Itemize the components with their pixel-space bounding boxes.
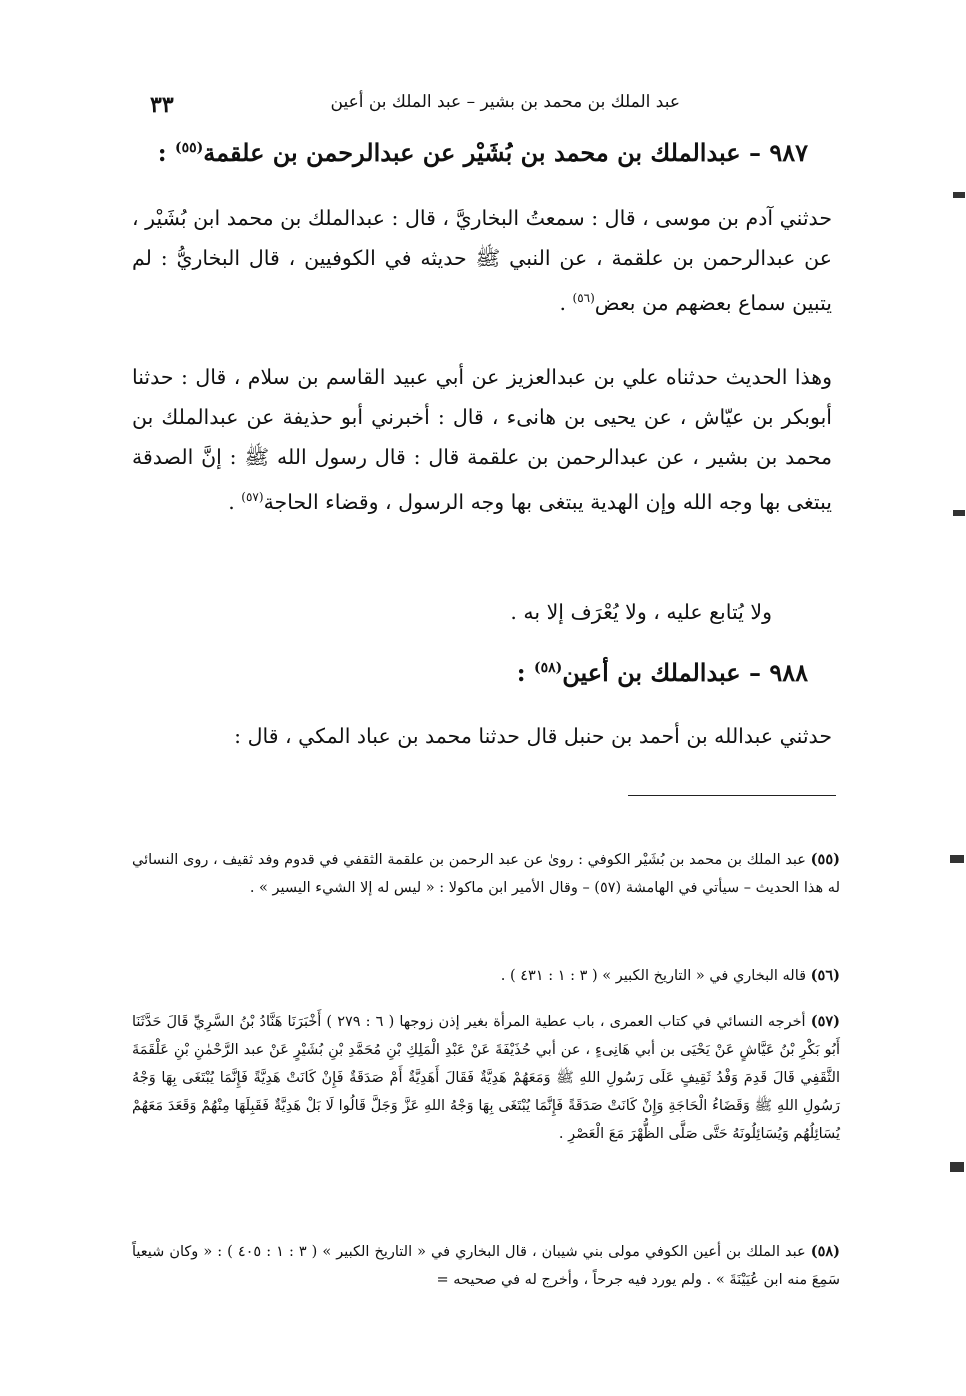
entry-dash: – xyxy=(748,658,761,687)
footnote-57 xyxy=(132,1008,840,1148)
entry-colon: : xyxy=(157,138,167,167)
entry-heading-987 xyxy=(158,138,808,167)
footnote-separator xyxy=(628,795,836,796)
paragraph-text: وهذا الحديث حدثناه علي بن عبدالعزيز عن أبي عبيد القاسم بن سلام ، قال : حدثنا أبوبكر بن عيّاش ، عن يحيى بن هانىء ، قال : أخبرني أبو حذيفة عن عبدالملك بن محمد بن بشير ، عن عبدالرحمن بن علقمة قال : قال رسول الله ﷺ : إنَّ الصدقة يبتغى بها وجه الله وإن الهدية يبتغى بها وجه الرسول ، وقضاء الحاجة xyxy=(132,365,832,514)
entry-dash: – xyxy=(748,138,761,167)
footnote-number: (٥٦) xyxy=(810,967,840,984)
footnote-text: عبد الملك بن محمد بن بُشَيْر الكوفي : روىٰ عن عبد الرحمن بن علقمة الثقفي في قدوم وفد ثقيف ، روى النسائي له هذا الحديث – سيأتي في الهامشة (٥٧) – وقال الأمير ابن ماكولا : « ليس له إلا الشيء اليسير » . xyxy=(132,852,840,896)
entry-name: عبدالملك بن محمد بن بُشَيْر عن عبدالرحمن بن علقمة xyxy=(203,138,741,167)
paragraph-end: . xyxy=(228,489,242,514)
footnote-55 xyxy=(132,846,840,902)
page-number: ٣٣ xyxy=(150,92,174,118)
scan-edge-mark xyxy=(953,510,965,516)
footnote-58 xyxy=(132,1238,840,1294)
paragraph-2 xyxy=(132,357,832,522)
footnote-text: أخرجه النسائي في كتاب العمرى ، باب عطية المرأة بغير إذن زوجها ( ٦ : ٢٧٩ ) أَخْبَرَنَا هَنَّادُ بْنُ السَّرِيِّ قَالَ حَدَّثَنَا أَبُو بَكْرِ بْنُ عَيَّاشٍ عَنْ يَحْيَى بن أبي هَانِىءٍ ، عن أبي حُذَيْفَةَ عَنْ عَبْدِ الْمَلِكِ بْنِ مُحَمَّدِ بْنِ بُشَيْرٍ عَنْ عبد الرَّحْمٰنِ بْنِ عَلْقَمَةَ الثَّقَفِي قَالَ قَدِمَ وَفْدُ ثَقِيفٍ عَلَى رَسُولِ اللهِ ﷺ وَمَعَهُمْ هَدِيَّةٌ فَقَالَ أَهَدِيَّةٌ أَمْ صَدَقَةٌ فَإِنْ كَانَتْ هَدِيَّةً فَإِنَّمَا يُبْتَغَى بِهَا وَجْهُ رَسُولِ اللهِ ﷺ وَقَضَاءُ الْحَاجَةِ وَإِنْ كَانَتْ صَدَقَةً فَإِنَّمَا يُبْتَغَى بِهَا وَجْهُ اللهِ عَزَّ وَجَلَّ قَالُوا لَا بَلْ هَدِيَّةٌ فَقَبِلَهَا مِنْهُمْ وَقَعَدَ مَعَهُمْ يُسَائِلُهُم وَيُسَائِلُونَهُ حَتَّى صَلَّى الظُّهْرَ مَعَ الْعَصْرِ . xyxy=(132,1014,841,1142)
entry-heading-988 xyxy=(517,658,808,687)
entry-number: ٩٨٧ xyxy=(769,138,808,167)
paragraph-1 xyxy=(132,198,832,323)
footnote-text: قاله البخاري في « التاريخ الكبير » ( ٣ : ١ : ٤٣١ ) . xyxy=(500,968,807,984)
entry-colon: : xyxy=(516,658,526,687)
paragraph-3 xyxy=(132,592,832,632)
footnote-number: (٥٥) xyxy=(810,851,840,868)
note-ref: (٥٧) xyxy=(241,490,264,504)
footnote-number: (٥٧) xyxy=(810,1013,841,1030)
paragraph-text: حدثني آدم بن موسى ، قال : سمعتُ البخاريَّ ، قال : عبدالملك بن محمد ابن بُشَيْر ، عن عبدالرحمن بن علقمة ، عن النبي ﷺ حديثه في الكوفيين ، قال البخاريُّ : لم يتبين سماع بعضهم من بعض xyxy=(132,206,832,315)
note-ref: (٥٦) xyxy=(572,291,595,305)
footnote-text: عبد الملك بن أعين الكوفي مولى بني شيبان ، قال البخاري في « التاريخ الكبير » ( ٣ : ١ : ٤٠٥ ) : « وكان شيعياً سَمِعَ منه ابن عُيَيْنَةَ » . ولم يورد فيه جرحاً ، وأخرج له في صحيحه = xyxy=(132,1244,840,1288)
paragraph-end: . xyxy=(559,290,573,315)
scan-edge-mark xyxy=(953,192,965,198)
scan-edge-mark xyxy=(950,855,964,863)
entry-name: عبدالملك بن أعين xyxy=(562,658,741,687)
paragraph-text: ولا يُتابع عليه ، ولا يُعْرَف إلا به . xyxy=(510,600,772,624)
note-ref: (٥٥) xyxy=(174,140,204,156)
paragraph-text: حدثني عبدالله بن أحمد بن حنبل قال حدثنا محمد بن عباد المكي ، قال : xyxy=(234,724,832,748)
paragraph-4 xyxy=(132,716,832,756)
scan-edge-mark xyxy=(950,1162,964,1172)
footnote-number: (٥٨) xyxy=(810,1243,841,1260)
note-ref: (٥٨) xyxy=(533,660,563,676)
running-header: عبد الملك بن محمد بن بشير – عبد الملك بن أعين xyxy=(330,92,680,112)
footnote-56 xyxy=(132,962,840,990)
entry-number: ٩٨٨ xyxy=(769,658,808,687)
